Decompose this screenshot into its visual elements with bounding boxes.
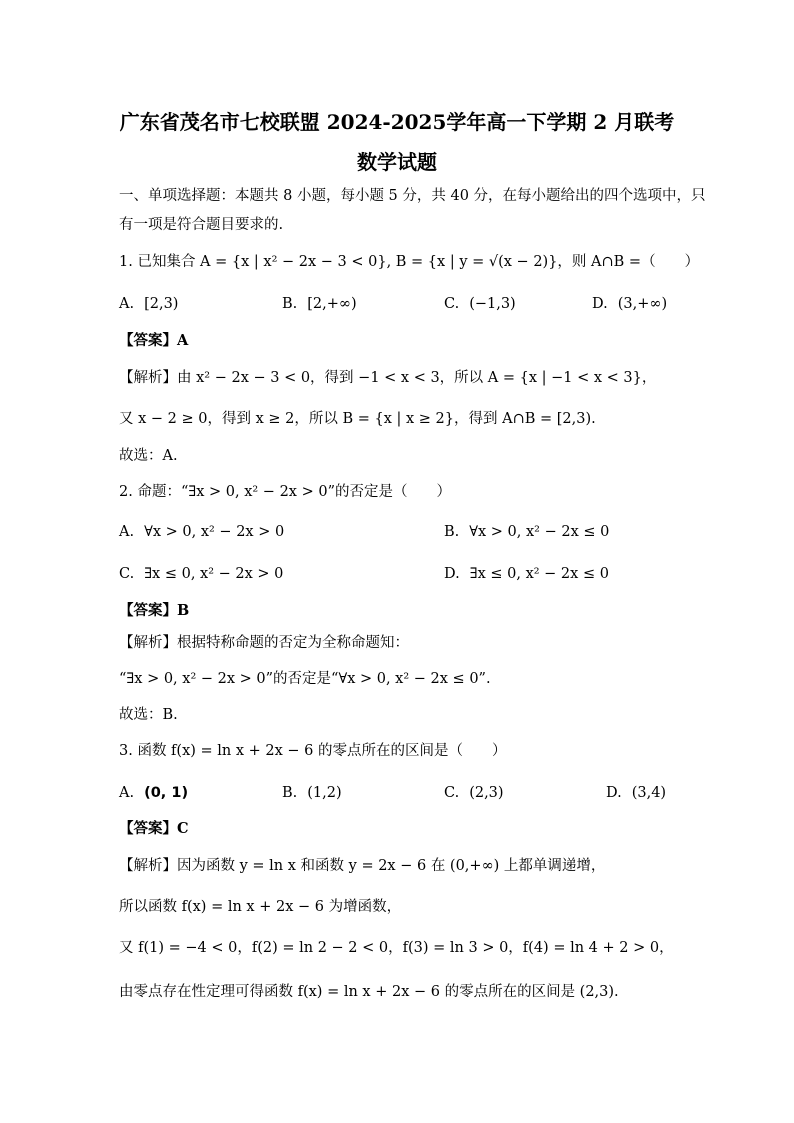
option-text: (3,+∞) xyxy=(617,296,668,312)
question-2-analysis-line-1: 【解析】根据特称命题的否定为全称命题知： xyxy=(119,635,409,651)
question-3-analysis-line-2: 所以函数 f(x) = ln x + 2x − 6 为增函数， xyxy=(119,899,402,915)
option-label: D. xyxy=(592,296,608,312)
option-text: (3,4) xyxy=(631,785,667,801)
question-2-option-d xyxy=(444,564,609,584)
question-3-answer: 【答案】C xyxy=(119,820,189,837)
option-label: D. xyxy=(606,785,622,801)
question-2-option-c xyxy=(119,564,283,584)
option-text: [2,+∞) xyxy=(307,296,357,312)
option-label: C. xyxy=(444,296,460,312)
question-2-option-a xyxy=(119,522,284,542)
section-heading-line-1: 一、单项选择题：本题共 8 小题，每小题 5 分，共 40 分，在每小题给出的四个选项中，只 xyxy=(119,188,706,204)
question-3-analysis-line-4: 由零点存在性定理可得函数 f(x) = ln x + 2x − 6 的零点所在的区间是 (2,3). xyxy=(119,984,619,1000)
option-text: ∀x > 0, x² − 2x > 0 xyxy=(144,524,285,540)
question-2-answer: 【答案】B xyxy=(119,602,190,619)
option-text: (−1,3) xyxy=(469,296,516,312)
question-3-stem: 3. 函数 f(x) = ln x + 2x − 6 的零点所在的区间是（ ） xyxy=(119,743,507,759)
section-heading-line-2: 有一项是符合题目要求的. xyxy=(119,217,284,233)
option-text: (2,3) xyxy=(469,785,504,801)
option-label: A. xyxy=(119,296,135,312)
question-2-option-b xyxy=(444,522,609,542)
option-text: ∃x ≤ 0, x² − 2x > 0 xyxy=(144,566,284,582)
document-title: 广东省茂名市七校联盟 2024-2025学年高一下学期 2 月联考 xyxy=(119,110,675,134)
question-2-conclusion: 故选：B. xyxy=(119,707,178,723)
document-subtitle: 数学试题 xyxy=(357,150,437,174)
option-label: A. xyxy=(119,785,135,801)
option-label: C. xyxy=(444,785,460,801)
question-3-option-c xyxy=(444,783,504,803)
option-text: (1,2) xyxy=(307,785,342,801)
option-label: B. xyxy=(282,785,298,801)
question-3-analysis-line-3: 又 f(1) = −4 < 0，f(2) = ln 2 − 2 < 0，f(3) = ln 3 > 0，f(4) = ln 4 + 2 > 0， xyxy=(119,940,674,956)
question-3-option-b xyxy=(282,783,342,803)
question-1-stem: 1. 已知集合 A = {x | x² − 2x − 3 < 0}, B = {x | y = √(x − 2)}，则 A∩B =（ ） xyxy=(119,254,700,270)
question-1-option-b xyxy=(282,294,357,314)
option-label: A. xyxy=(119,524,135,540)
question-2-analysis-line-2: “∃x > 0, x² − 2x > 0”的否定是“∀x > 0, x² − 2x ≤ 0”. xyxy=(119,671,491,687)
question-1-analysis-line-2: 又 x − 2 ≥ 0，得到 x ≥ 2，所以 B = {x | x ≥ 2}，得到 A∩B = [2,3). xyxy=(119,411,596,427)
question-1-option-d xyxy=(592,294,667,314)
option-label: B. xyxy=(444,524,460,540)
question-1-analysis-line-1: 【解析】由 x² − 2x − 3 < 0，得到 −1 < x < 3，所以 A = {x | −1 < x < 3}， xyxy=(119,370,657,386)
question-3-option-a xyxy=(119,783,188,803)
question-1-option-c xyxy=(444,294,516,314)
option-label: C. xyxy=(119,566,135,582)
question-1-answer: 【答案】A xyxy=(119,332,189,349)
question-3-analysis-line-1: 【解析】因为函数 y = ln x 和函数 y = 2x − 6 在 (0,+∞) 上都单调递增， xyxy=(119,858,606,874)
question-1-option-a xyxy=(119,294,178,314)
option-text: [2,3) xyxy=(144,296,179,312)
option-text: ∀x > 0, x² − 2x ≤ 0 xyxy=(469,524,610,540)
question-1-conclusion: 故选：A. xyxy=(119,448,178,464)
question-2-stem: 2. 命题：“∃x > 0, x² − 2x > 0”的否定是（ ） xyxy=(119,484,451,500)
option-text: (0, 1) xyxy=(144,785,189,801)
option-label: D. xyxy=(444,566,460,582)
question-3-option-d xyxy=(606,783,666,803)
option-text: ∃x ≤ 0, x² − 2x ≤ 0 xyxy=(469,566,609,582)
option-label: B. xyxy=(282,296,298,312)
